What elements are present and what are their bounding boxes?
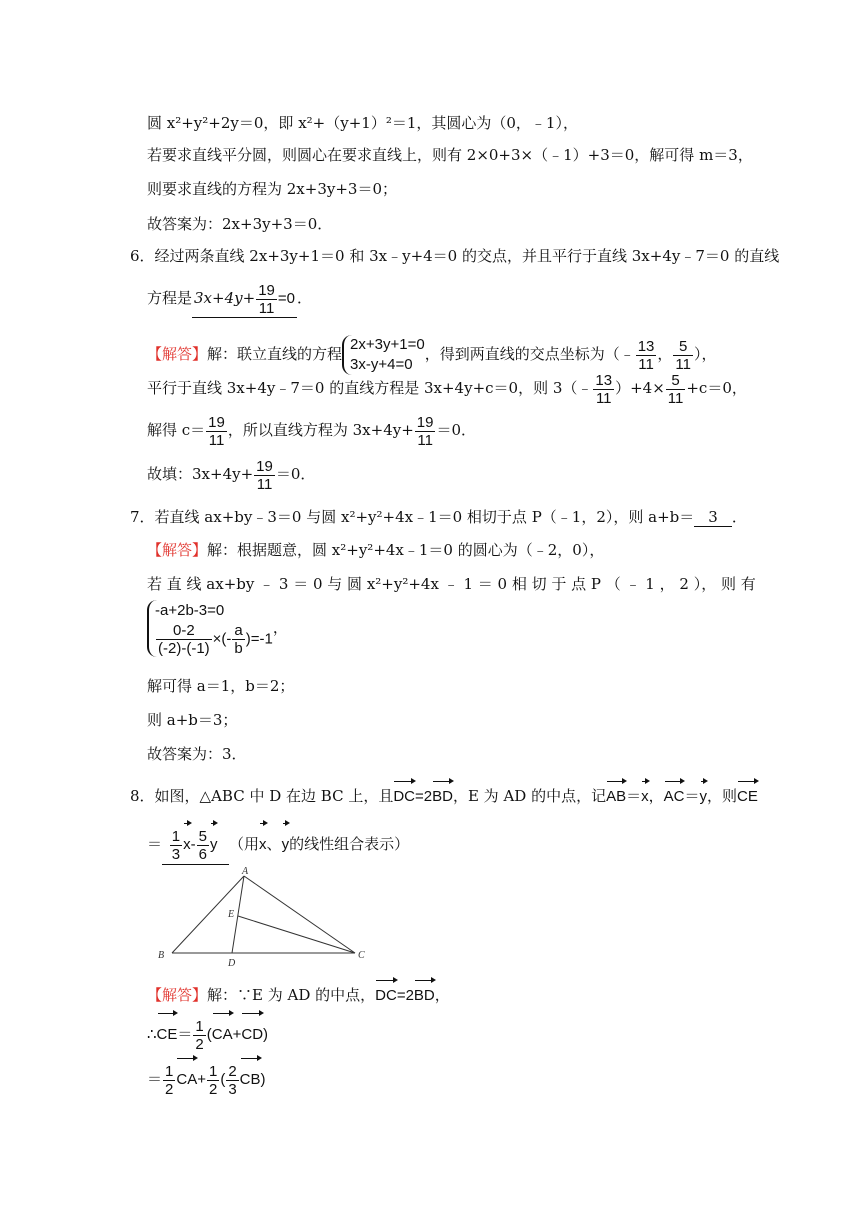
q8-answer-line: ＝ $\frac{1}{3}$ x- $\frac{5}{6}$ y （用x、y的线性组合表示） [147,820,409,865]
label-b: B [158,950,165,961]
frac-den: 11 [638,355,654,373]
frac-num: 2 [228,1062,237,1080]
vector-ca: CA [212,1010,233,1054]
frac-den: 11 [675,355,691,373]
q6-s4-a: 故填：3x+4y+ [147,465,254,483]
frac-den: 2 [208,1080,218,1098]
vector-bd: BD [414,977,435,1009]
answer-tag: 【解答】 [147,345,208,363]
q6-eq2: 3x-y+4=0 [350,356,413,373]
vector-cd: CD [241,1010,263,1054]
q5-line-4: 故答案为：2x+3y+3＝0． [147,215,333,233]
q6-stem: 6．经过两条直线 2x+3y+1＝0 和 3x﹣y+4＝0 的交点，并且平行于直线 3x+4y﹣7＝0 的直线 [130,247,780,265]
q6-equation-system [342,335,425,375]
q6-solution-line-4 [147,456,315,493]
frac-num: a [234,622,243,639]
q8-eq: =2 [415,788,433,805]
vector-ce: CE [157,1010,178,1054]
segment-ce [238,916,355,953]
frac-num: 19 [416,413,434,431]
q6-answer-den: 11 [258,299,275,317]
q6-frac-19-11 [206,414,227,449]
q5-line-3: 则要求直线的方程为 2x+3y+3＝0； [147,180,398,198]
plus-sign: + [197,1071,206,1088]
frac-den: 11 [208,431,225,449]
frac-num: 5 [673,338,693,356]
frac-num: 19 [256,457,273,475]
vector-y: y [210,820,218,864]
q8-note-a: （用 [229,835,260,853]
q6-s2-c: +c＝0， [686,379,747,397]
q8-note-b: 的线性组合表示） [289,835,410,853]
q6-solution-line-2 [147,370,747,407]
q8-stem: 8．如图，△ABC 中 D 在边 BC 上，且DC=2BD，E 为 AD 的中点，记AB＝x，AC＝y，则CE [130,778,758,810]
vector-y: y [700,778,708,810]
q7-solution-line-5: 故答案为：3． [147,745,247,763]
frac-num: 1 [171,827,181,845]
q6-solution-line-3 [147,412,476,449]
frac-den: (-2)-(-1) [158,640,210,657]
frac-den: 2 [195,1035,204,1053]
q6-s3-b: ，所以直线方程为 3x+4y+ [227,421,414,439]
frac-num: 13 [637,337,655,355]
frac-num: 19 [208,413,225,431]
q6-frac-19-11-b [415,414,436,449]
answer-tag: 【解答】 [147,541,208,559]
q6-s3-a: 解得 c＝ [147,421,206,439]
q7-eq2-ab [232,622,244,657]
q8-minus: - [190,836,196,853]
q8-solution-line-1: 【解答】解：∵E 为 AD 的中点，DC=2BD， [147,977,450,1009]
q7-answer-blank: 3 [694,508,732,527]
q8-frac-5-6 [197,828,209,863]
q6-s1-a: 解：联立直线的方程 [207,345,343,363]
q6-frac-13-11 [636,338,657,373]
q6-answer-expr: 3x+4y+ [194,289,256,307]
q7-solution-line-4: 则 a+b＝3； [147,711,238,729]
q6-frac-13-11-b [593,372,614,407]
q8-frac-1-3 [170,828,182,863]
frac-den: 11 [417,431,433,449]
q8-solution-line-2: ∴CE＝ $\frac{1}{2}$ (CA+CD) [147,1010,268,1054]
q6-s1-c: ）， [693,345,717,363]
q6-answer-fraction [256,282,277,317]
q5-line-1: 圆 x²+y²+2y＝0，即 x²+（y+1）²＝1，其圆心为（0，﹣1）， [147,114,578,132]
vector-x: x [259,820,267,864]
vector-bd: BD [432,778,453,810]
vector-y: y [282,820,290,864]
q7-stem: 7．若直线 ax+by﹣3＝0 与圆 x²+y²+4x﹣1＝0 相切于点 P（﹣1，2），则 a+b＝ 3 ． [130,508,747,526]
q6-s2-a: 平行于直线 3x+4y﹣7＝0 的直线方程是 3x+4y+c＝0，则 3（﹣ [147,379,593,397]
q8-answer-prefix: ＝ [147,835,163,853]
q5-line-2: 若要求直线平分圆，则圆心在要求直线上，则有 2×0+3×（﹣1）+3＝0，解可得 m＝3， [147,146,753,164]
q8-stem-c: ，则 [707,787,738,805]
q8-eq: =2 [396,987,414,1004]
label-a: A [242,866,249,877]
label-c: C [358,950,365,961]
frac-num: 1 [165,1062,174,1080]
segment-ac [244,876,355,953]
vector-ca: CA [176,1055,197,1099]
plus-sign: + [232,1026,242,1043]
q8-frac-half-c [207,1063,219,1098]
q8-frac-half [193,1018,205,1053]
q8-stem-b: ，E 为 AD 的中点，记 [452,787,607,805]
vector-dc: DC [375,977,397,1009]
frac-den: 3 [171,845,181,863]
q7-equation-system: -a+2b-3=0 $\frac{0-2}{(-2)-(-1)}$ ×(- $\frac{a}{b}$ )=-1 ， [147,600,288,657]
frac-den: 11 [595,389,612,407]
q6-answer-blank [192,280,297,318]
vector-ab: AB [606,778,626,810]
q7-eq2-tail: )=-1 [245,630,273,648]
q8-solution-line-3: ＝ $\frac{1}{2}$ CA+ $\frac{1}{2}$ ( $\frac{2}{3}$ CB) [147,1055,266,1099]
frac-den: 11 [667,389,684,407]
q6-solution-line-1: 【解答】解：联立直线的方程 2x+3y+1=0 3x-y+4=0 ，得到两直线的交点坐标为（﹣ $\frac{13}{11}$ ， $\frac{5}{11}$ ）， [147,336,717,373]
q7-system-brace [147,600,273,657]
q6-eq1: 2x+3y+1=0 [350,336,425,353]
answer-tag: 【解答】 [147,986,208,1004]
q8-answer-blank [162,820,229,865]
q6-frac-19-11-c [254,458,275,493]
q6-frac-5-11 [673,338,693,373]
frac-num: 1 [195,1017,204,1035]
triangle-figure [150,866,380,970]
q7-solution-line-1 [147,541,604,559]
vector-x: x [641,778,649,810]
frac-den: b [234,640,243,657]
q7-stem-text: 7．若直线 ax+by﹣3＝0 与圆 x²+y²+4x﹣1＝0 相切于点 P（﹣1，2），则 a+b＝ [130,508,695,526]
q7-eq2 [155,622,273,657]
q6-s3-c: ＝0． [436,421,477,439]
frac-num: 1 [208,1062,218,1080]
frac-num: 5 [198,827,207,845]
vector-dc: DC [393,778,415,810]
frac-num: 0-2 [156,622,212,640]
vector-x: x [183,820,191,864]
q7-eq1: -a+2b-3=0 [155,602,225,619]
q7-eq2-fraction [156,622,212,657]
vector-ce: CE [737,778,758,810]
q6-s4-b: ＝0． [275,465,316,483]
q8-s1-a: 解：∵E 为 AD 的中点， [207,986,376,1004]
q7-solution-line-2: 若 直 线 ax+by ﹣ 3 ＝ 0 与 圆 x²+y²+4x ﹣ 1 ＝ 0 相 切 于 点 P （ ﹣ 1 ， 2 ）， 则 有 [147,575,756,593]
q6-answer-tail: =0 [277,290,295,307]
vector-ac: AC [664,778,685,810]
therefore-symbol: ∴ [147,1025,157,1043]
frac-den: 6 [198,845,207,863]
q7-solution-line-3: 解可得 a＝1，b＝2； [147,677,295,695]
q8-frac-2-3 [226,1063,238,1098]
q7-s1: 解：根据题意，圆 x²+y²+4x﹣1＝0 的圆心为（﹣2，0）， [207,541,605,559]
frac-num: 13 [595,371,613,389]
label-e: E [228,909,235,920]
frac-num: 5 [666,372,686,390]
q7-eq2-mid: ×(- [212,630,232,648]
q6-s2-b: ）+4× [615,379,665,397]
q6-s1-b: ，得到两直线的交点坐标为（﹣ [424,345,635,363]
frac-den: 11 [256,475,273,493]
frac-den: 3 [228,1080,237,1098]
label-d: D [228,958,236,969]
q6-frac-5-11-b [666,372,686,407]
q6-answer-prefix: 方程是 [147,289,193,307]
q6-answer-num: 19 [258,281,275,299]
q8-frac-half-b [163,1063,175,1098]
q8-stem-a: 8．如图，△ABC 中 D 在边 BC 上，且 [130,787,394,805]
frac-den: 2 [165,1080,174,1098]
vector-cb: CB [240,1055,261,1099]
q6-answer-line: 方程是 3x+4y+ $\frac{19}{11}$ =0 ． [147,281,312,317]
